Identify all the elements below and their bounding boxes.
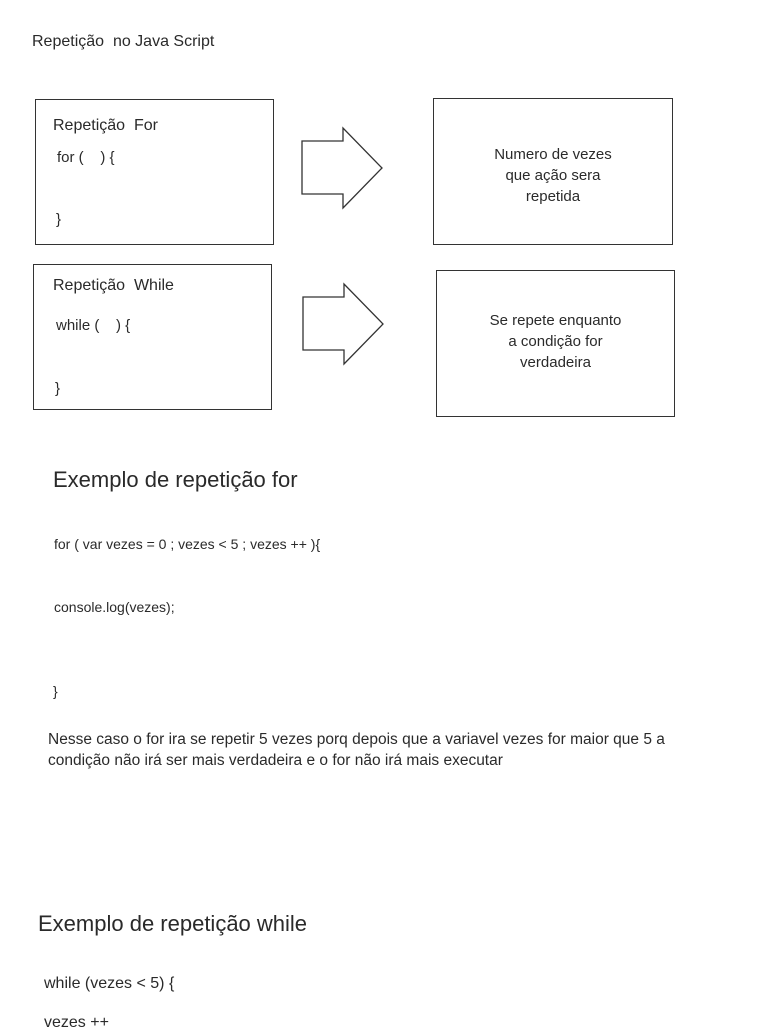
while-desc-line1: Se repete enquanto bbox=[489, 312, 622, 329]
for-arrow-icon bbox=[300, 126, 386, 210]
for-description-text bbox=[434, 144, 672, 207]
while-description-text bbox=[437, 310, 674, 373]
for-example-code-line2: console.log(vezes); bbox=[54, 599, 175, 615]
for-desc-line3: repetida bbox=[525, 188, 581, 205]
while-desc-line3: verdadeira bbox=[520, 354, 591, 371]
for-box-title: Repetição For bbox=[53, 117, 158, 134]
for-desc-line1: Numero de vezes bbox=[494, 146, 612, 163]
while-example-code-line2: vezes ++ bbox=[44, 1014, 109, 1031]
while-description-box bbox=[436, 270, 675, 417]
for-example-explanation: Nesse caso o for ira se repetir 5 vezes porq depois que a variavel vezes for maior que 5 a condição não irá ser mais verdadeira e o for não irá mais executar bbox=[48, 731, 665, 769]
while-desc-line2: a condição for bbox=[508, 333, 603, 350]
for-box-line1: for ( ) { bbox=[57, 149, 115, 166]
while-box-title: Repetição While bbox=[53, 277, 174, 294]
while-syntax-box bbox=[33, 264, 272, 410]
while-box-line1: while ( ) { bbox=[56, 317, 131, 334]
for-box-close-brace: } bbox=[56, 211, 62, 228]
for-example-code-line1: for ( var vezes = 0 ; vezes < 5 ; vezes ++ ){ bbox=[54, 536, 321, 552]
while-example-code-line1: while (vezes < 5) { bbox=[44, 975, 175, 992]
for-description-box bbox=[433, 98, 673, 245]
while-box-close-brace: } bbox=[55, 380, 61, 397]
for-syntax-box bbox=[35, 99, 274, 245]
for-example-code-line3: } bbox=[53, 683, 58, 699]
while-arrow-icon bbox=[301, 282, 387, 366]
for-example-heading: Exemplo de repetição for bbox=[53, 467, 298, 492]
while-example-heading: Exemplo de repetição while bbox=[38, 911, 308, 936]
for-desc-line2: que ação sera bbox=[505, 167, 601, 184]
document-title: Repetição no Java Script bbox=[32, 33, 215, 50]
